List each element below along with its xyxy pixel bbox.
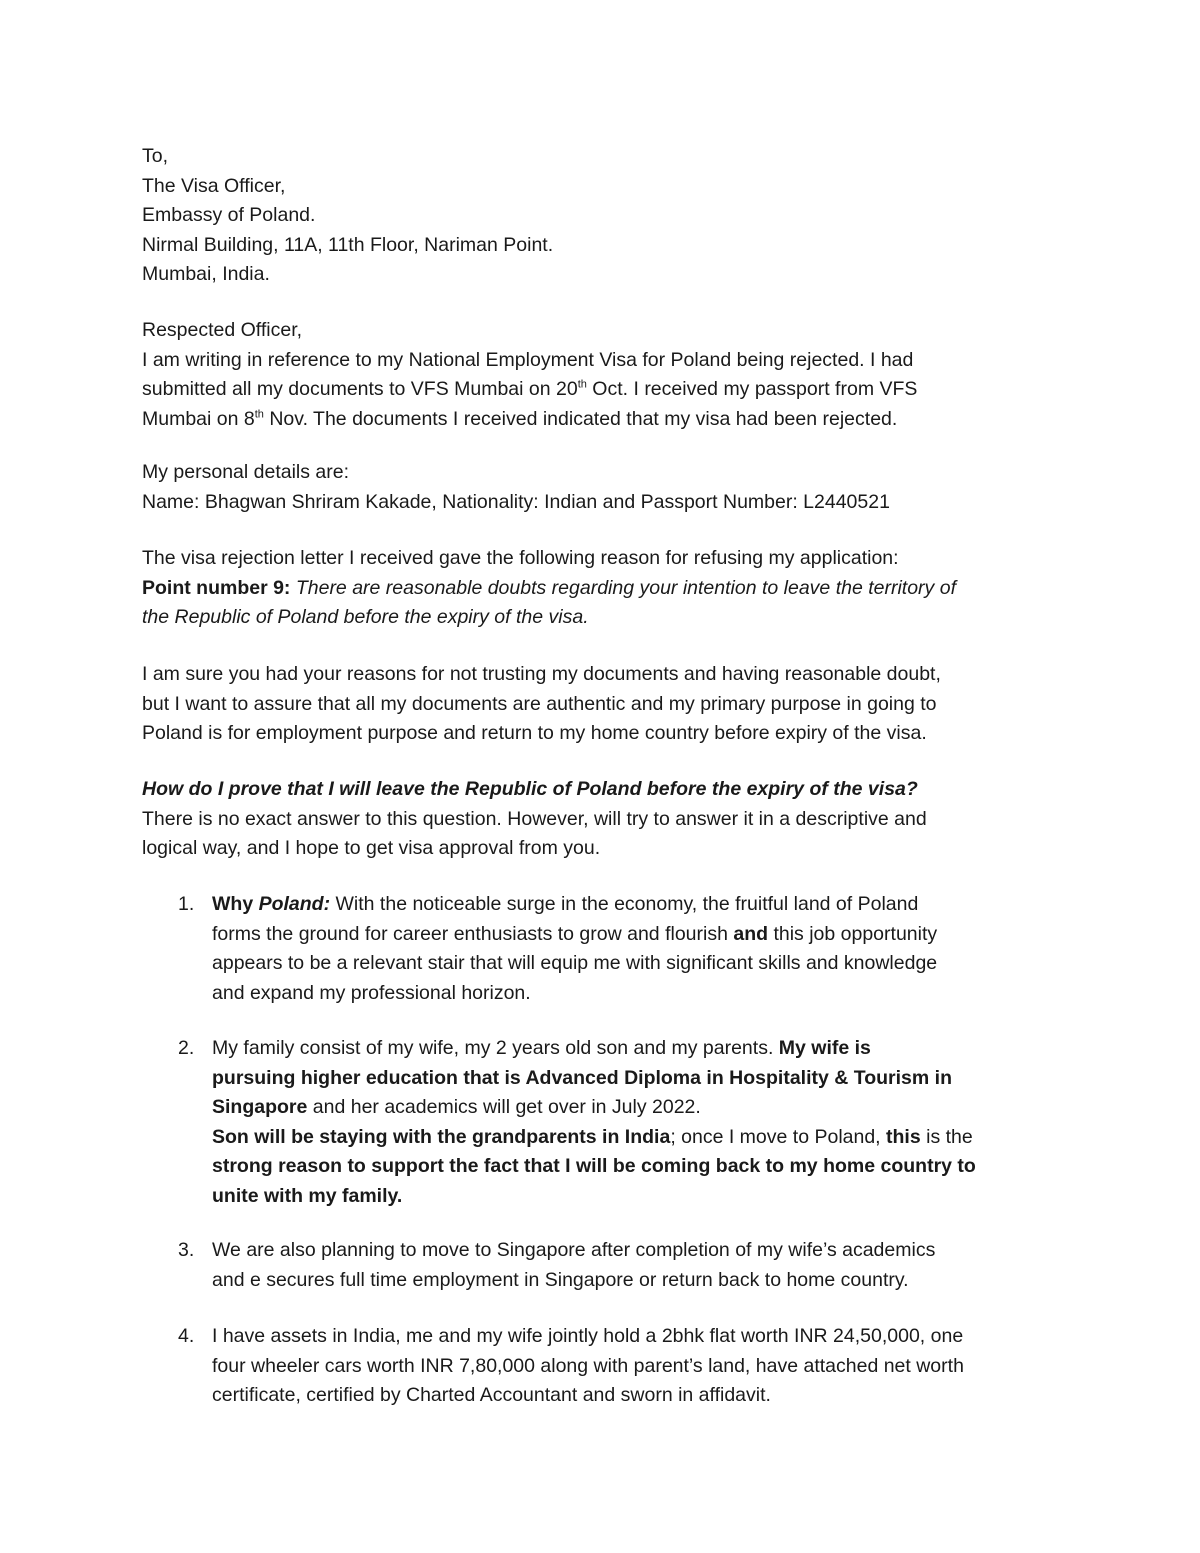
intro-line-3a: Mumbai on 8 <box>142 407 255 430</box>
point-4-line-1: I have assets in India, me and my wife jointly hold a 2bhk flat worth INR 24,50,000, one <box>212 1325 964 1347</box>
intro-paragraph <box>142 316 1072 434</box>
address-embassy: Embassy of Poland. <box>142 204 316 226</box>
point-3-line-2: and e secures full time employment in Singapore or return back to home country. <box>212 1268 909 1291</box>
question-heading: How do I prove that I will leave the Republic of Poland before the expiry of the visa? <box>142 778 918 800</box>
point-text-b: the Republic of Poland before the expiry of the visa. <box>142 606 589 628</box>
point-2 <box>142 1034 1072 1211</box>
address-city: Mumbai, India. <box>142 263 270 285</box>
address-to: To, <box>142 145 169 167</box>
list-number: 4. <box>178 1325 195 1347</box>
point-2-line-4b: ; once I move to Poland, <box>670 1125 887 1148</box>
point-2-line-1b: My wife is <box>778 1037 871 1059</box>
point-1-line-2 <box>212 920 1072 950</box>
point-1-line-2b: and <box>733 922 769 945</box>
intro-line-3 <box>142 405 1072 435</box>
question-line-2: logical way, and I hope to get visa approval from you. <box>142 837 601 859</box>
address-officer: The Visa Officer, <box>142 174 286 197</box>
point-3-line-1: We are also planning to move to Singapore after completion of my wife’s academics <box>212 1239 936 1261</box>
rejection-line-1: The visa rejection letter I received gave the following reason for refusing my application: <box>142 547 899 569</box>
list-number: 1. <box>178 893 195 915</box>
point-text-a: There are reasonable doubts regarding your intention to leave the territory of <box>290 576 956 599</box>
point-1-lead-why: Why <box>212 893 259 915</box>
assurance-paragraph <box>142 660 1072 749</box>
recipient-address <box>142 142 1072 290</box>
list-item <box>142 1322 1072 1411</box>
point-1-line-4: and expand my professional horizon. <box>212 981 531 1004</box>
point-2-line-1a: My family consist of my wife, my 2 years old son and my parents. <box>212 1037 779 1059</box>
point-2-line-1 <box>212 1034 1072 1064</box>
point-1-line-1 <box>212 890 1072 920</box>
personal-details <box>142 458 1072 517</box>
point-4-line-2: four wheeler cars worth INR 7,80,000 along with parent’s land, have attached net worth <box>212 1354 964 1377</box>
address-building: Nirmal Building, 11A, 11th Floor, Nariman Point. <box>142 233 554 256</box>
point-2-line-3 <box>212 1093 1072 1123</box>
personal-details-line: Name: Bhagwan Shriram Kakade, Nationality: Indian and Passport Number: L2440521 <box>142 490 890 513</box>
intro-line-3-sup: th <box>254 408 264 420</box>
point-2-line-4 <box>212 1123 1072 1153</box>
assurance-line-3: Poland is for employment purpose and return to my home country before expiry of the visa. <box>142 722 927 744</box>
salutation: Respected Officer, <box>142 319 303 341</box>
point-4-line-3: certificate, certified by Charted Accountant and sworn in affidavit. <box>212 1384 771 1406</box>
point-2-line-5: strong reason to support the fact that I will be coming back to my home country to <box>212 1155 976 1177</box>
intro-line-2b: Oct. I received my passport from VFS <box>586 378 918 400</box>
point-1-lead-poland: Poland: <box>258 893 331 915</box>
assurance-line-2: but I want to assure that all my documents are authentic and my primary purpose in going to <box>142 692 937 715</box>
intro-line-1: I am writing in reference to my National Employment Visa for Poland being rejected. I had <box>142 348 914 371</box>
point-1-line-2c: this job opportunity <box>768 922 938 945</box>
list-number: 2. <box>178 1037 195 1059</box>
point-4 <box>142 1322 1072 1411</box>
point-2-line-4c: this <box>886 1125 921 1148</box>
personal-heading: My personal details are: <box>142 461 350 483</box>
list-number: 3. <box>178 1239 195 1261</box>
intro-line-2-sup: th <box>577 378 587 391</box>
question-line-1: There is no exact answer to this question. However, will try to answer it in a descriptive and <box>142 807 927 830</box>
intro-line-3b: Nov. The documents I received indicated that my visa had been rejected. <box>263 407 898 430</box>
point-label: Point number 9: <box>142 576 291 599</box>
point-1-line-2a: forms the ground for career enthusiasts to grow and flourish <box>212 922 734 945</box>
point-1-line-3: appears to be a relevant stair that will equip me with significant skills and knowledge <box>212 952 938 974</box>
rejection-reason <box>142 544 1072 633</box>
intro-line-2a: submitted all my documents to VFS Mumbai on 20 <box>142 378 578 400</box>
list-item <box>142 890 1072 1008</box>
assurance-line-1: I am sure you had your reasons for not trusting my documents and having reasonable doubt, <box>142 663 941 685</box>
point-1 <box>142 890 1072 1008</box>
point-2-line-4d: is the <box>920 1125 973 1148</box>
point-2-line-4a: Son will be staying with the grandparents in India <box>212 1125 671 1148</box>
point-2-line-3a: Singapore <box>212 1096 308 1118</box>
point-2-line-2: pursuing higher education that is Advanced Diploma in Hospitality & Tourism in <box>212 1066 952 1089</box>
list-item <box>142 1236 1072 1295</box>
rejection-point <box>142 574 1072 604</box>
point-2-line-3b: and her academics will get over in July 2022. <box>307 1096 701 1118</box>
list-item <box>142 1034 1072 1211</box>
question-paragraph <box>142 775 1072 864</box>
point-2-line-6: unite with my family. <box>212 1184 403 1207</box>
intro-line-2 <box>142 375 1072 405</box>
point-1-line-1-text: With the noticeable surge in the economy, the fruitful land of Poland <box>330 893 919 915</box>
point-3 <box>142 1236 1072 1295</box>
